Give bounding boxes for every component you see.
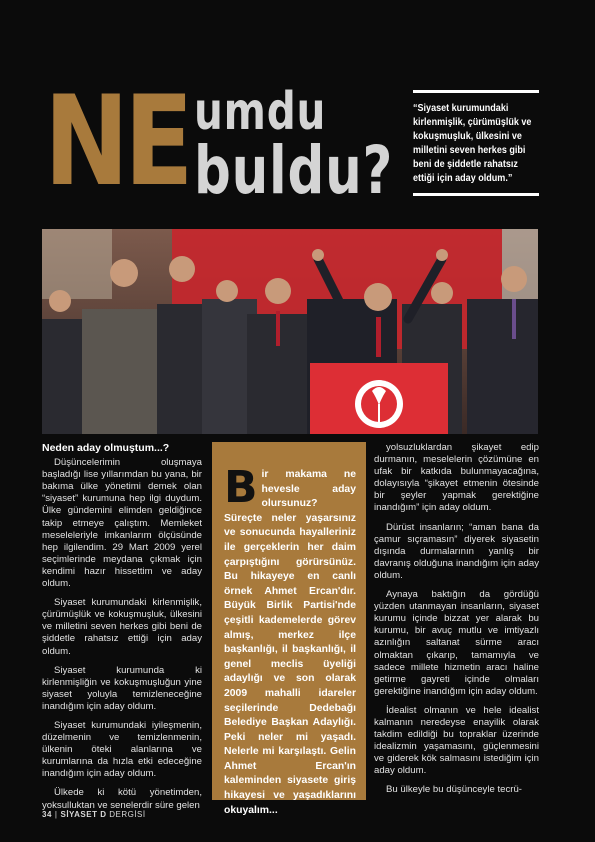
- section-heading: Neden aday olmuştum...?: [42, 442, 170, 454]
- paragraph: Dürüst insanların; “aman bana da çamur sıçramasın” diyerek siyasetin dışında durmalarının yanlış bir davranış olduğuna inandığım için aday oldum.: [374, 521, 539, 581]
- paragraph: Aynaya baktığın da gördüğü yüzden utanmayan insanların, siyaset kurumu içinde bizzat yer alarak bu kurumu, bir avuç mutlu ve imtiyazlı azınlığın saltanat sürme aracı olmaktan çıkarıp, tamamıyla ve sadece millete hizmetin aracı haline getirme gayreti içinde olmaları gerektiğine inandığım için aday oldum.: [374, 589, 539, 697]
- drop-cap: B: [224, 462, 258, 513]
- pull-quote: [413, 90, 539, 196]
- paragraph: Ülkede ki kötü yönetimden, yoksulluktan ve senelerdir süre gelen: [42, 787, 202, 811]
- intro-body: ir makama ne hevesle aday olursunuz? Süreçte neler yaşarsınız ve sonucunda hayalleriniz ile gerçeklerin her daim çarpıştığını görürsünüz. Bu hikayeye en canlı örnek Ahmet Ercan'dır. Büyük Birlik Partisi'nde çeşitli kademelerde görev almış, merkez ilçe başkanlığı, il başkanlığı, il genel meclis üyeliği adaylığı ve son olarak 2009 mahalli idareler seçilerinde Dedebağı Belediye Başkan Adaylığı. Peki neler mi yaşadı. Nelerle mi karşılaştı. Gelin Ahmet Ercan'ın kaleminden siyasete giriş hikayesi ve yaşadıklarını okuyalım...: [224, 469, 356, 816]
- paragraph: Bu ülkeyle bu düşünceyle tecrü-: [386, 784, 522, 796]
- headline-umdu: umdu: [194, 82, 327, 142]
- pull-quote-text: “Siyaset kurumundaki kirlenmişlik, çürümüşlük ve kokuşmuşluk, ülkesini ve milletini seven herkes gibi beni de şiddetle rahatsız ettiği için aday oldum.”: [413, 102, 532, 184]
- magazine-name: SİYASET D: [60, 810, 107, 819]
- paragraph: Siyaset kurumundaki iyileşmenin, düzelmenin ve temizlenmenin, ülkenin öteki alanlarına ve kurumlarına da hızla etki edeceğine inandığım için aday oldum.: [42, 719, 202, 780]
- rally-photo: [42, 229, 538, 434]
- rally-photo-illustration: [42, 229, 538, 434]
- headline-buldu: buldu?: [194, 132, 394, 209]
- magazine-label: DERGİSİ: [109, 810, 146, 819]
- page-footer: 34 | SİYASET D DERGİSİ: [42, 810, 146, 819]
- intro-text: [224, 462, 356, 818]
- paragraph: İdealist olmanın ve hele idealist kalmanın neredeyse enayilik olarak takdim edildiği bu topraklar üzerinde idealizmin yaşamasını, güçlenmesini ve giderek kök salmasını istediğim için aday oldum.: [374, 704, 539, 777]
- page-number: 34: [42, 810, 52, 819]
- paragraph: Siyaset kurumunda ki kirlenmişliğin ve kokuşmuşluğun yine siyaset yoluyla temizleneceğine inandığım için aday oldum.: [42, 664, 202, 712]
- paragraph: yolsuzluklardan şikayet edip durmanın, meselelerin çözümüne en ufak bir katkıda bulunmayacağına, dolayısıyla “şikayet etmenin ötesinde bir şeyler yapmak gerektiğine inandığım” için aday oldum.: [374, 442, 539, 514]
- headline: [44, 70, 394, 216]
- headline-ne: NE: [44, 70, 189, 214]
- article-column-right: [374, 442, 539, 804]
- paragraph: Siyaset kurumundaki kirlenmişlik, çürümüşlük ve kokuşmuşluk, ülkesini ve milletini seven herkes gibi beni de şiddetle rahatsız ettiği için aday oldum.: [42, 597, 202, 657]
- intro-box: [212, 442, 366, 816]
- article-column-left: [42, 442, 202, 819]
- paragraph: Düşüncelerimin oluşmaya başladığı lise yıllarımdan bu yana, bir bakıma ülke yönetimi demek olan “siyaset” kurumuna hep ilgi duydum. Ülke gündemini elimden geldiğince takip etmeye çalıştım. Memleket meseleleriyle imkanlarım ölçüsünde hep ilgilendim. 29 Mart 2009 yerel seçimlerinde meydana çıkmak için kendimi hazır hissettim ve aday oldum.: [42, 457, 202, 590]
